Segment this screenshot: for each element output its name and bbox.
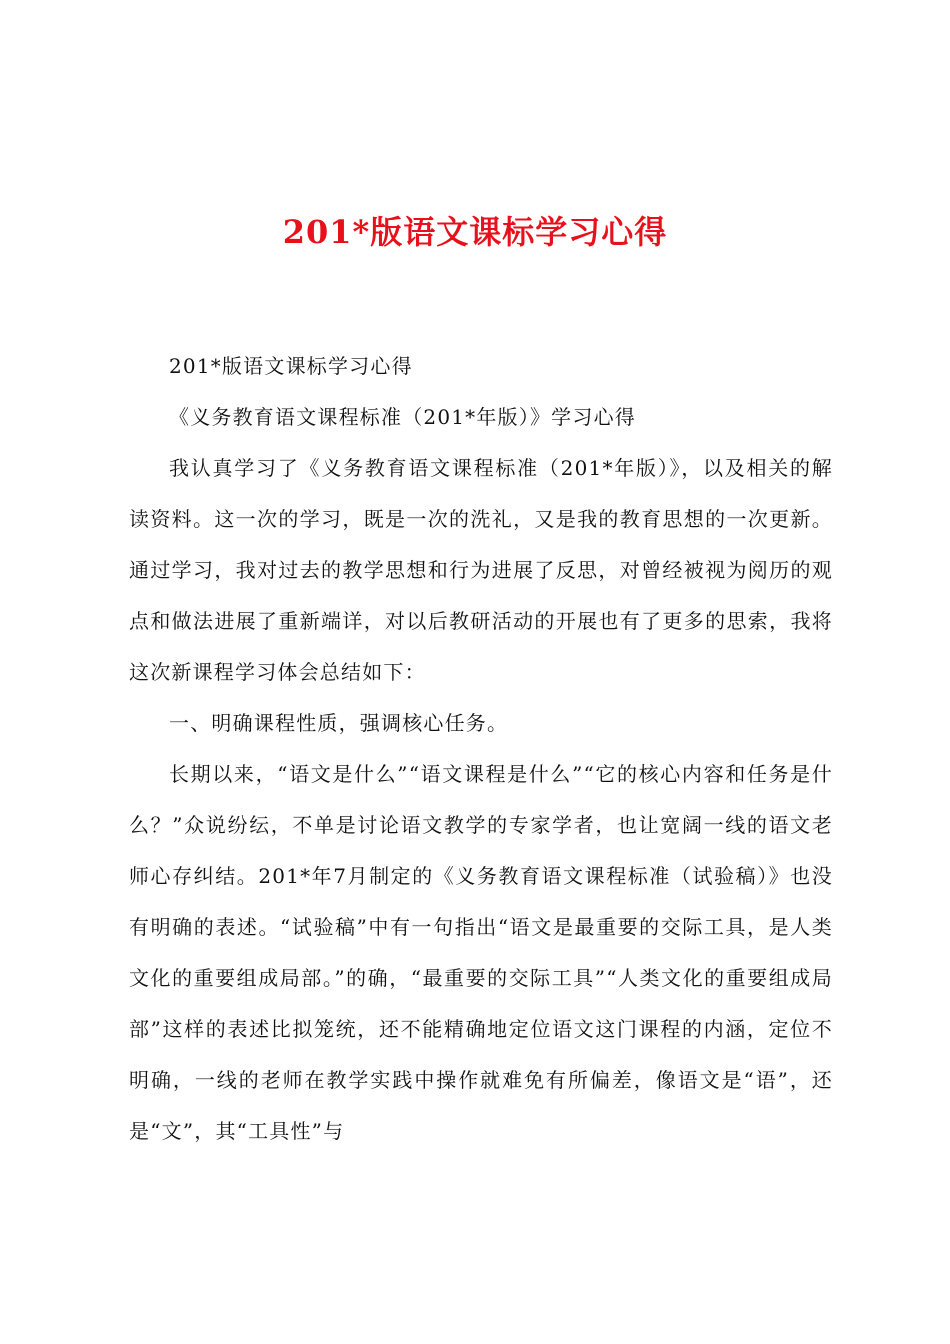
document-body bbox=[129, 341, 833, 1157]
paragraph-subtitle: 201*版语文课标学习心得 bbox=[169, 354, 413, 378]
paragraph-intro: 我认真学习了《义务教育语文课程标准（201*年版）》，以及相关的解读资料。这一次的学习，既是一次的洗礼，又是我的教育思想的一次更新。通过学习，我对过去的教学思想和行为进展了反思，对曾经被视为阅历的观点和做法进展了重新端详，对以后教研活动的开展也有了更多的思索，我将这次新课程学习体会总结如下： bbox=[129, 456, 833, 684]
paragraph-section-1: 长期以来，“语文是什么”“语文课程是什么”“它的核心内容和任务是什么？”众说纷纭，不单是讨论语文教学的专家学者，也让宽阔一线的语文老师心存纠结。201*年7月制定的《义务教育语文课程标准（试验稿）》也没有明确的表述。“试验稿”中有一句指出“语文是最重要的交际工具，是人类文化的重要组成局部。”的确，“最重要的交际工具”“人类文化的重要组成局部”这样的表述比拟笼统，还不能精确地定位语文这门课程的内涵，定位不明确，一线的老师在教学实践中操作就难免有所偏差，像语文是“语”，还是“文”，其“工具性”与 bbox=[129, 762, 833, 1143]
section-heading-1: 一、明确课程性质，强调核心任务。 bbox=[169, 711, 509, 735]
document-title: 201*版语文课标学习心得 bbox=[282, 213, 668, 251]
paragraph-heading: 《义务教育语文课程标准（201*年版）》学习心得 bbox=[169, 405, 636, 429]
